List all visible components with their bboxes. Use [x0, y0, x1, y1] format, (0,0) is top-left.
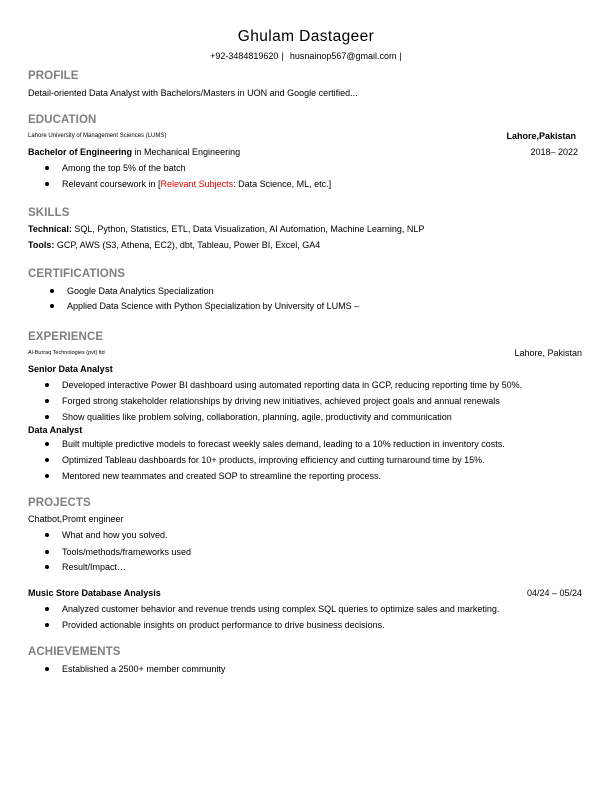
list-item: Tools/methods/frameworks used	[45, 547, 191, 557]
bullet-icon	[45, 565, 49, 569]
bullet-icon	[45, 533, 49, 537]
experience-role-senior: Senior Data Analyst	[28, 364, 113, 374]
list-item: Analyzed customer behavior and revenue trends using complex SQL queries to optimize sales and marketing.	[45, 604, 499, 614]
bullet-icon	[45, 550, 49, 554]
list-item: Mentored new teammates and created SOP to streamline the reporting process.	[45, 471, 381, 481]
contact-separator: |	[281, 51, 284, 61]
bullet-icon	[45, 607, 49, 611]
experience-company: Al-Burraq Technologies (pvt) ltd	[28, 350, 105, 356]
list-item: Provided actionable insights on product performance to drive business decisions.	[45, 620, 385, 630]
bullet-icon	[45, 415, 49, 419]
bullet-icon	[45, 623, 49, 627]
education-field: in Mechanical Engineering	[132, 147, 241, 157]
bullet-icon	[45, 166, 49, 170]
education-degree-line	[28, 147, 240, 157]
list-item: Optimized Tableau dashboards for 10+ products, improving efficiency and cutting turnaround time by 15%.	[45, 455, 485, 465]
education-school: Lahore University of Management Sciences (LUMS)	[28, 133, 167, 139]
experience-role-analyst: Data Analyst	[28, 425, 83, 435]
bullet-icon	[45, 458, 49, 462]
email-address: husnainop567@gmail.com	[289, 51, 397, 61]
list-item: Developed interactive Power BI dashboard using automated reporting data in GCP, reducing reporting time by 50%.	[45, 380, 522, 390]
experience-heading: EXPERIENCE	[28, 331, 104, 343]
bullet-icon	[45, 383, 49, 387]
list-item: Built multiple predictive models to forecast weekly sales demand, leading to a 10% reduction in inventory costs.	[45, 439, 505, 449]
contact-separator: |	[399, 51, 402, 61]
bullet-icon	[45, 399, 49, 403]
projects-heading: PROJECTS	[28, 497, 91, 509]
bullet-icon	[45, 182, 49, 186]
achievements-heading: ACHIEVEMENTS	[28, 646, 121, 658]
bullet-icon	[45, 442, 49, 446]
education-dates: 2018– 2022	[530, 147, 578, 157]
skills-tools: Tools: GCP, AWS (S3, Athena, EC2), dbt, Tableau, Power BI, Excel, GA4	[28, 240, 321, 250]
profile-heading: PROFILE	[28, 70, 79, 82]
bullet-icon	[45, 667, 49, 671]
phone-number: +92-3484819620	[210, 51, 279, 61]
bullet-icon	[50, 304, 54, 308]
bullet-icon	[50, 289, 54, 293]
list-item: Established a 2500+ member community	[45, 664, 225, 674]
certifications-heading: CERTIFICATIONS	[28, 268, 126, 280]
profile-text: Detail-oriented Data Analyst with Bachelors/Masters in UON and Google certified...	[28, 88, 358, 98]
list-item: Result/Impact…	[45, 562, 126, 572]
education-location: Lahore,Pakistan	[506, 131, 576, 141]
bullet-icon	[45, 474, 49, 478]
project-title: Chatbot,Promt engineer	[28, 514, 124, 524]
list-item: Among the top 5% of the batch	[45, 163, 186, 173]
list-item: Show qualities like problem solving, collaboration, planning, agile, productivity and communication	[45, 412, 452, 422]
list-item: What and how you solved.	[45, 530, 168, 540]
list-item: Applied Data Science with Python Specialization by University of LUMS –	[50, 301, 359, 311]
candidate-name: Ghulam Dastageer	[237, 28, 375, 45]
contact-line	[0, 51, 612, 61]
education-heading: EDUCATION	[28, 114, 97, 126]
list-item: Google Data Analytics Specialization	[50, 286, 214, 296]
project-title: Music Store Database Analysis	[28, 588, 161, 598]
education-degree: Bachelor of Engineering	[28, 147, 133, 157]
list-item: Forged strong stakeholder relationships by driving new initiatives, achieved project goals and annual renewals	[45, 396, 500, 406]
list-item: Relevant coursework in [Relevant Subjects: Data Science, ML, etc.]	[45, 179, 331, 189]
skills-heading: SKILLS	[28, 207, 70, 219]
relevant-subjects-highlight: Relevant Subjects	[160, 179, 234, 189]
project-dates: 04/24 – 05/24	[526, 588, 582, 598]
experience-location: Lahore, Pakistan	[514, 348, 582, 358]
skills-technical: Technical: SQL, Python, Statistics, ETL, Data Visualization, AI Automation, Machine Learning, NLP	[28, 224, 425, 234]
